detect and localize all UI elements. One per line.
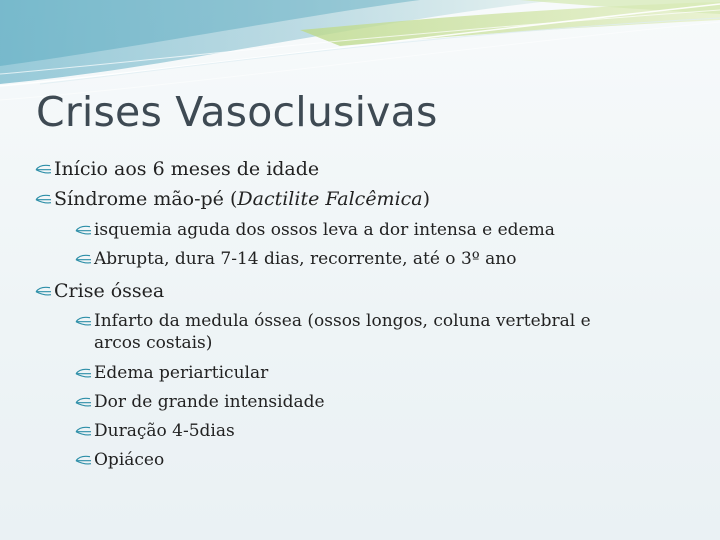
bullet-icon bbox=[74, 367, 94, 381]
bullet-icon bbox=[34, 285, 54, 299]
bullet-icon bbox=[74, 425, 94, 439]
sub-bullet-item bbox=[74, 392, 325, 412]
sub-bullet-item bbox=[74, 363, 268, 383]
bullet-text: Abrupta, dura 7-14 dias, recorrente, até o 3º ano bbox=[94, 249, 517, 269]
bullet-text-part: ) bbox=[422, 188, 431, 210]
bullet-text: Opiáceo bbox=[94, 450, 165, 470]
bullet-text: Dor de grande intensidade bbox=[94, 392, 325, 412]
bullet-icon bbox=[74, 253, 94, 267]
bullet-icon bbox=[74, 315, 94, 329]
bullet-icon bbox=[74, 396, 94, 410]
bullet-item bbox=[34, 158, 319, 180]
sub-bullet-item bbox=[74, 220, 555, 240]
bullet-text: Edema periarticular bbox=[94, 363, 269, 383]
bullet-icon bbox=[74, 224, 94, 238]
bullet-icon bbox=[74, 454, 94, 468]
sub-bullet-item bbox=[74, 421, 235, 441]
bullet-icon bbox=[34, 193, 54, 207]
bullet-text: isquemia aguda dos ossos leva a dor intensa e edema bbox=[94, 220, 555, 240]
bullet-text: Duração 4-5dias bbox=[94, 421, 235, 441]
sub-bullet-item bbox=[74, 450, 164, 470]
bullet-text-italic: Dactilite Falcêmica bbox=[237, 188, 423, 210]
bullet-text: Infarto da medula óssea (ossos longos, coluna vertebral e bbox=[94, 311, 591, 331]
bullet-item bbox=[34, 188, 430, 210]
bullet-icon bbox=[34, 163, 54, 177]
bullet-text-continuation: arcos costais) bbox=[94, 333, 213, 353]
sub-bullet-item bbox=[74, 249, 516, 269]
bullet-text bbox=[34, 188, 430, 210]
slide-title: Crises Vasoclusivas bbox=[36, 88, 438, 136]
bullet-text: Início aos 6 meses de idade bbox=[54, 158, 320, 180]
bullet-text: Crise óssea bbox=[54, 280, 165, 302]
sub-bullet-item bbox=[74, 311, 591, 331]
bullet-text-part: Síndrome mão-pé ( bbox=[54, 188, 238, 210]
bullet-item bbox=[34, 280, 164, 302]
